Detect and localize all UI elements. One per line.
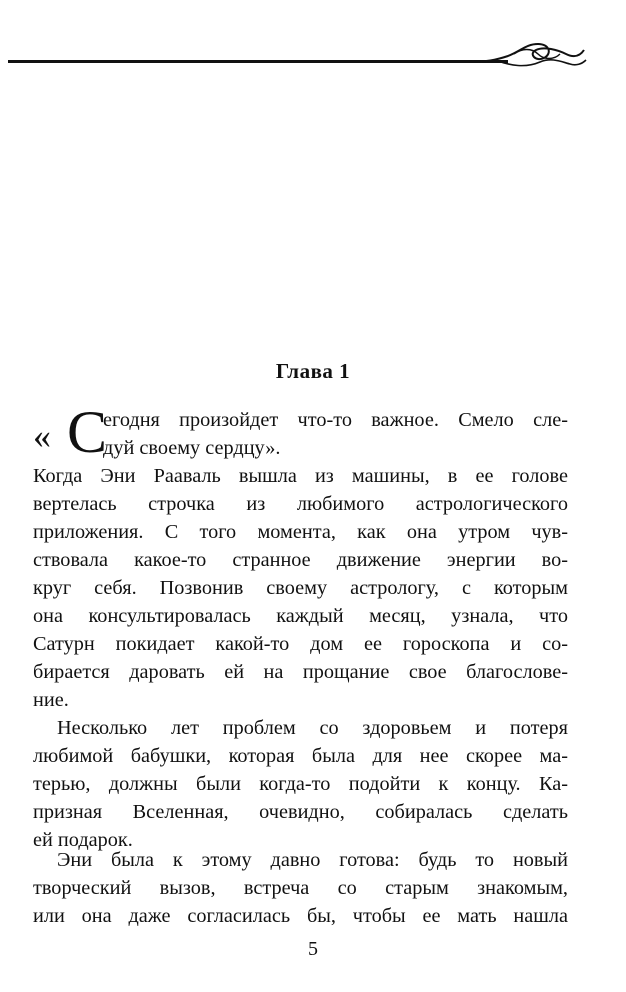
dropcap: [33, 399, 123, 465]
dropcap-letter: С: [67, 399, 108, 465]
text-line: Когда Эни Рааваль вышла из машины, в ее голове: [33, 465, 568, 487]
flourish-ornament-icon: [466, 36, 588, 70]
text-line: Эни была к этому давно готова: будь то новый: [57, 849, 568, 871]
header-rule: [8, 60, 508, 63]
text-line: призная Вселенная, очевидно, собиралась сделать: [33, 801, 568, 823]
dropcap-quote: «: [33, 416, 51, 456]
text-line: круг себя. Позвонив своему астрологу, с которым: [33, 577, 568, 599]
text-line: ствовала какое-то странное движение энергии во-: [33, 549, 568, 571]
paragraph-2: [33, 714, 568, 854]
paragraph-3: [33, 846, 568, 930]
opening-lines: [103, 406, 568, 462]
chapter-title: Глава 1: [275, 359, 351, 383]
text-line: творческий вызов, встреча со старым знакомым,: [33, 877, 568, 899]
text-line: ние.: [33, 689, 69, 711]
text-line: или она даже согласилась бы, чтобы ее мать нашла: [33, 905, 568, 927]
text-line: приложения. С того момента, как она утром чув-: [33, 521, 568, 543]
page-number: 5: [308, 938, 318, 960]
paragraph-1: [33, 462, 568, 714]
text-line: любимой бабушки, которая была для нее скорее ма-: [33, 745, 568, 767]
opening-block: [33, 399, 568, 465]
text-line: дуй своему сердцу».: [103, 437, 281, 459]
text-line: Несколько лет проблем со здоровьем и потеря: [57, 717, 568, 739]
text-line: вертелась строчка из любимого астрологического: [33, 493, 568, 515]
text-line: она консультировалась каждый месяц, узнала, что: [33, 605, 568, 627]
text-line: бирается даровать ей на прощание свое благослове-: [33, 661, 568, 683]
text-line: терью, должны были когда-то подойти к концу. Ка-: [33, 773, 568, 795]
text-line: егодня произойдет что-то важное. Смело сле-: [103, 409, 568, 431]
text-line: Сатурн покидает какой-то дом ее гороскопа и со-: [33, 633, 568, 655]
text-line: ей подарок.: [33, 829, 133, 851]
